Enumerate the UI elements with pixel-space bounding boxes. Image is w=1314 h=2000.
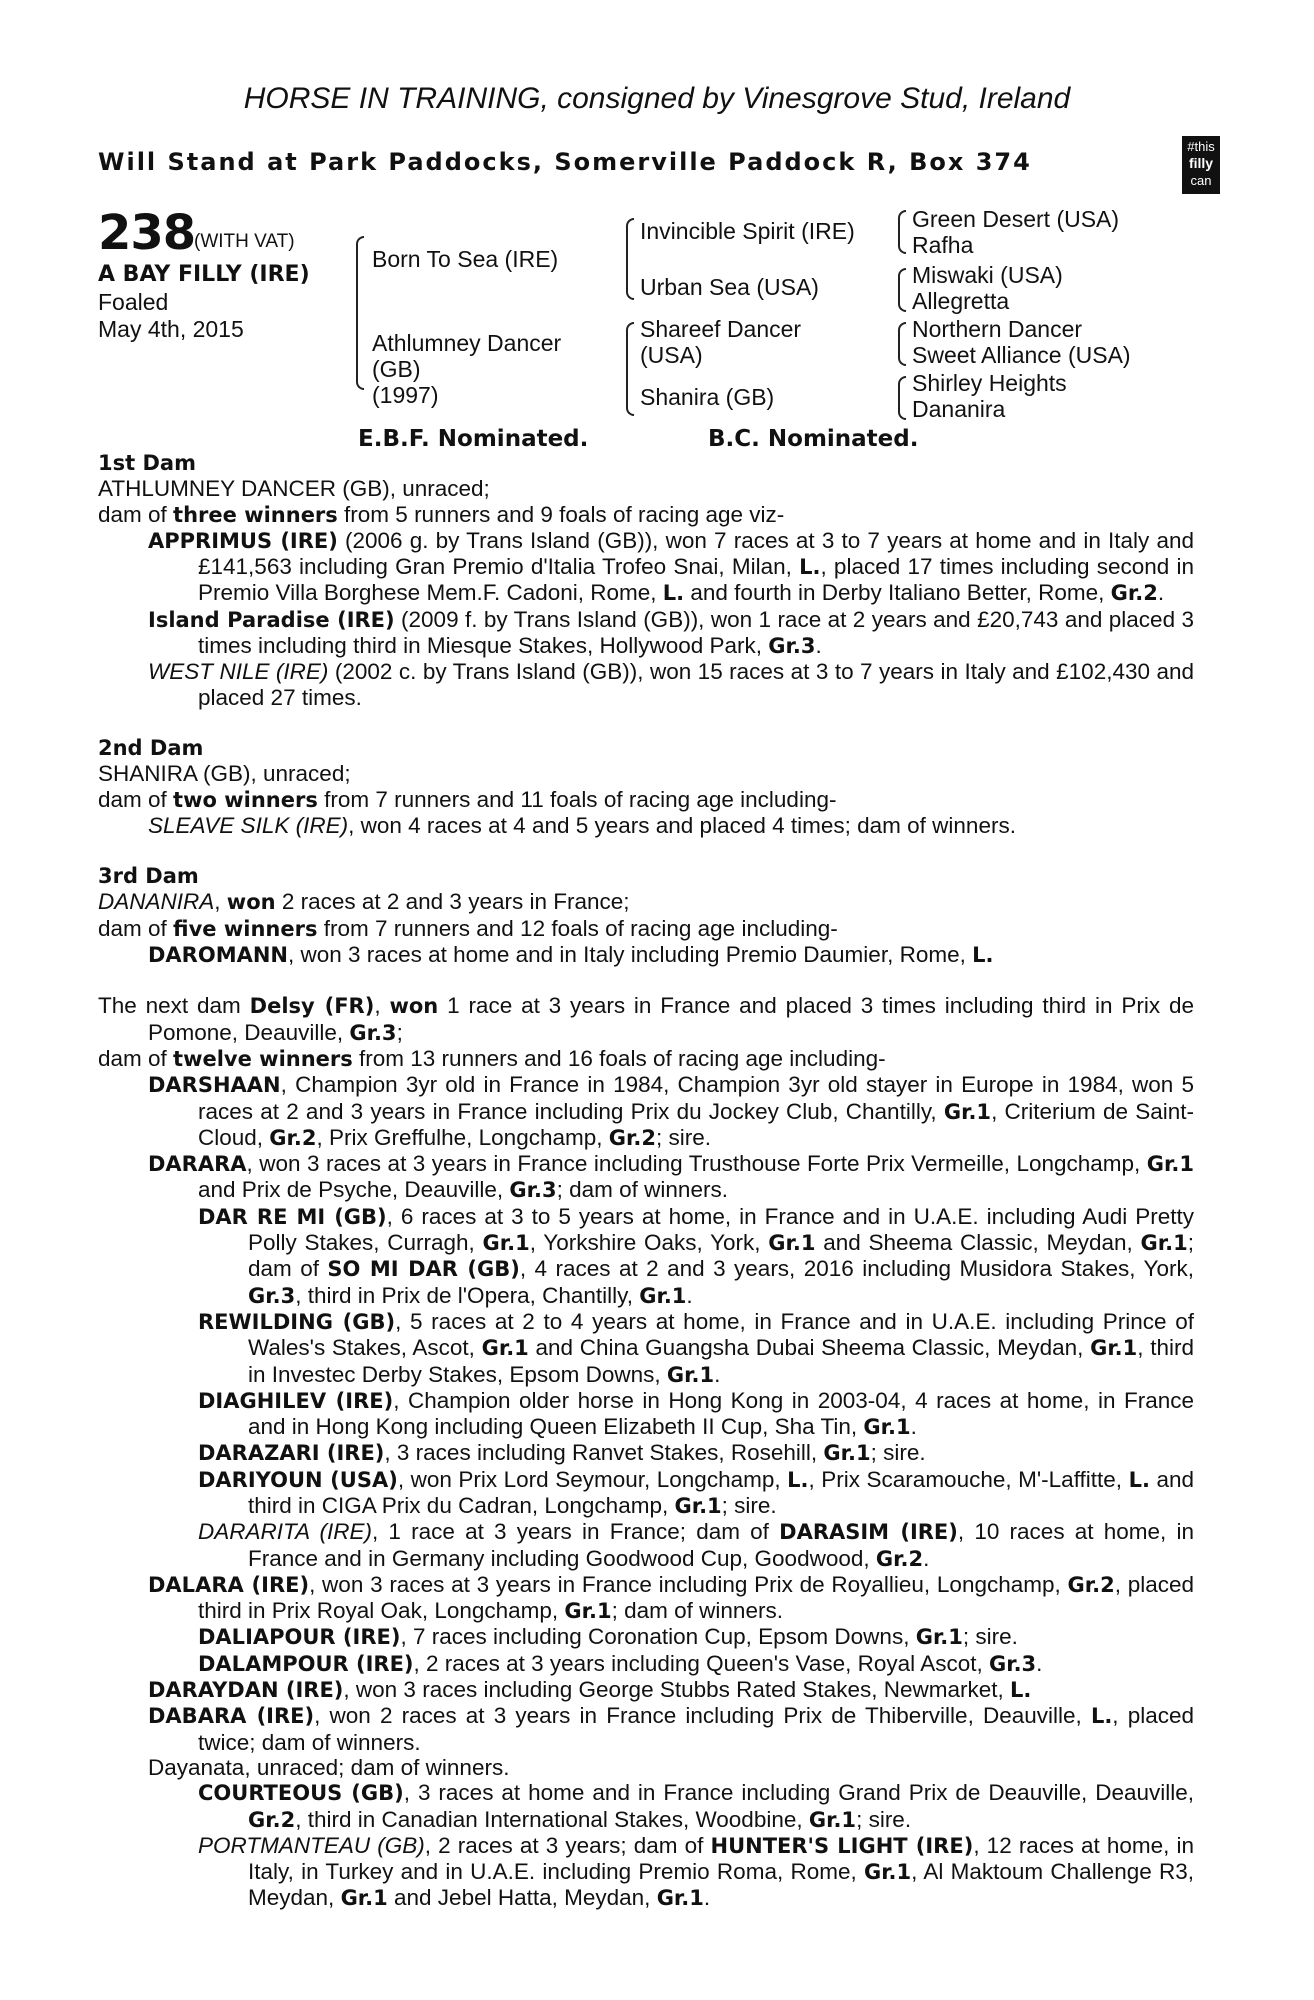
dam-sire-country: (USA) [640, 342, 703, 368]
gg-dam: Allegretta [912, 288, 1010, 314]
pedigree-brace [898, 210, 906, 254]
logo-text: filly [1188, 155, 1214, 171]
progeny-entry: REWILDING (GB), 5 races at 2 to 4 years at home, in France and in U.A.E. including Prince of Wales's Stakes, Ascot, Gr.1 and China Guangsha Dubai Sheema Classic, Meydan, Gr.1, third in Investec Derby Stakes, Epsom Downs, Gr.1. [198, 1308, 1194, 1387]
section-heading: 1st Dam [98, 451, 196, 475]
progeny-entry: DAR RE MI (GB), 6 races at 3 to 5 years at home, in France and in U.A.E. including Audi Pretty Polly Stakes, Curragh, Gr.1, Yorkshire Oaks, York, Gr.1 and Sheema Classic, Meydan, Gr.1; dam of SO MI DAR (GB), 4 races at 2 and 3 years, 2016 including Musidora Stakes, York, Gr.3, third in Prix de l'Opera, Chantilly, Gr.1. [198, 1203, 1194, 1308]
gg-dam: Rafha [912, 232, 974, 258]
paragraph: The next dam Delsy (FR), won 1 race at 3 years in France and placed 3 times including third in Prix de Pomone, Deauville, Gr.3; [98, 993, 1194, 1045]
progeny-entry: DARAZARI (IRE), 3 races including Ranvet Stakes, Rosehill, Gr.1; sire. [198, 1440, 926, 1466]
progeny-entry: DALARA (IRE), won 3 races at 3 years in France including Prix de Royallieu, Longchamp, Gr.2, placed third in Prix Royal Oak, Longchamp, Gr.1; dam of winners. [148, 1571, 1194, 1624]
vat-note: (WITH VAT) [194, 231, 295, 252]
lot-number: 238 [98, 205, 196, 261]
pedigree-brace [898, 268, 906, 312]
progeny-entry: SLEAVE SILK (IRE), won 4 races at 4 and 5 years and placed 4 times; dam of winners. [148, 812, 1016, 838]
progeny-entry: WEST NILE (IRE) (2002 c. by Trans Island (GB)), won 15 races at 3 to 7 years in Italy and £102,430 and placed 27 times. [148, 659, 1194, 710]
dam-year: (1997) [372, 382, 439, 408]
gg-sire: Miswaki (USA) [912, 262, 1063, 288]
sire-dam: Urban Sea (USA) [640, 274, 819, 300]
pedigree-brace [898, 376, 906, 420]
dam-country: (GB) [372, 356, 421, 382]
ebf-nominated: E.B.F. Nominated. [358, 426, 589, 452]
progeny-entry: DARIYOUN (USA), won Prix Lord Seymour, Longchamp, L., Prix Scaramouche, M'-Laffitte, L. and third in CIGA Prix du Cadran, Longchamp, Gr.1; sire. [198, 1466, 1194, 1518]
foaled-date: May 4th, 2015 [98, 316, 244, 342]
this-filly-can-logo [1182, 136, 1220, 194]
progeny-entry: COURTEOUS (GB), 3 races at home and in France including Grand Prix de Deauville, Deauville, Gr.2, third in Canadian International Stakes, Woodbine, Gr.1; sire. [198, 1780, 1194, 1832]
progeny-entry: DARAYDAN (IRE), won 3 races including George Stubbs Rated Stakes, Newmarket, L. [148, 1677, 1032, 1703]
paragraph: dam of five winners from 7 runners and 12 foals of racing age including- [98, 915, 838, 941]
progeny-entry: DALAMPOUR (IRE), 2 races at 3 years including Queen's Vase, Royal Ascot, Gr.3. [198, 1650, 1043, 1676]
foaled-info [98, 289, 244, 343]
progeny-entry: DABARA (IRE), won 2 races at 3 years in France including Prix de Thiberville, Deauville, L., placed twice; dam of winners. [148, 1703, 1195, 1755]
progeny-entry: PORTMANTEAU (GB), 2 races at 3 years; dam of HUNTER'S LIGHT (IRE), 12 races at home, in Italy, in Turkey and in U.A.E. including Premio Roma, Rome, Gr.1, Al Maktoum Challenge R3, Meydan, Gr.1 and Jebel Hatta, Meydan, Gr.1. [198, 1832, 1194, 1911]
pedigree-brace [626, 322, 634, 416]
pedigree-brace [356, 236, 364, 390]
progeny-entry: DALIAPOUR (IRE), 7 races including Coronation Cup, Epsom Downs, Gr.1; sire. [198, 1624, 1018, 1650]
pedigree-brace [898, 322, 906, 366]
dam-sire [640, 316, 801, 368]
catalogue-header: HORSE IN TRAINING, consigned by Vinesgrove Stud, Ireland [243, 82, 1071, 115]
progeny-entry: DAROMANN, won 3 races at home and in Italy including Premio Daumier, Rome, L. [148, 942, 994, 968]
section-heading: 3rd Dam [98, 864, 199, 889]
paragraph: DANANIRA, won 2 races at 2 and 3 years in France; [98, 889, 630, 915]
stand-location: Will Stand at Park Paddocks, Somerville Paddock R, Box 374 [98, 148, 1032, 176]
progeny-entry: DIAGHILEV (IRE), Champion older horse in Hong Kong in 2003-04, 4 races at home, in France and in Hong Kong including Queen Elizabeth II Cup, Sha Tin, Gr.1. [198, 1387, 1195, 1440]
progeny-entry: DARSHAAN, Champion 3yr old in France in 1984, Champion 3yr old stayer in Europe in 1984, won 5 races at 2 and 3 years in France including Prix du Jockey Club, Chantilly, Gr.1, Criterium de Saint-Cloud, Gr.2, Prix Greffulhe, Longchamp, Gr.2; sire. [148, 1072, 1194, 1150]
section-heading: 2nd Dam [98, 735, 204, 760]
progeny-entry: DARARITA (IRE), 1 race at 3 years in France; dam of DARASIM (IRE), 10 races at home, in France and in Germany including Goodwood Cup, Goodwood, Gr.2. [198, 1519, 1194, 1571]
sire-sire: Invincible Spirit (IRE) [640, 218, 855, 244]
gg-sire: Green Desert (USA) [912, 206, 1120, 232]
gg-dam: Sweet Alliance (USA) [912, 342, 1131, 368]
dam-name: Athlumney Dancer [372, 330, 562, 356]
catalogue-body [98, 450, 1194, 1912]
sire: Born To Sea (IRE) [372, 246, 559, 272]
dam [372, 330, 561, 408]
horse-name: A BAY FILLY (IRE) [98, 262, 310, 287]
logo-text: can [1190, 173, 1212, 188]
bc-nominated: B.C. Nominated. [708, 426, 919, 452]
paragraph: dam of two winners from 7 runners and 11 foals of racing age including- [98, 786, 837, 812]
progeny-entry: Island Paradise (IRE) (2009 f. by Trans Island (GB)), won 1 race at 2 years and £20,743 and placed 3 times including third in Miesque Stakes, Hollywood Park, Gr.3. [148, 606, 1194, 659]
gg-sire: Northern Dancer [912, 316, 1083, 342]
dam-sire-name: Shareef Dancer [640, 316, 802, 342]
paragraph: ATHLUMNEY DANCER (GB), unraced; [98, 476, 490, 502]
logo-text: #this [1187, 139, 1215, 154]
progeny-entry: APPRIMUS (IRE) (2006 g. by Trans Island (GB)), won 7 races at 3 to 7 years at home and in Italy and £141,563 including Gran Premio d'Italia Trofeo Snai, Milan, L., placed 17 times including second in Premio Villa Borghese Mem.F. Cadoni, Rome, L. and fourth in Derby Italiano Better, Rome, Gr.2. [148, 527, 1194, 606]
gg-sire: Shirley Heights [912, 370, 1067, 396]
foaled-label: Foaled [98, 289, 169, 315]
progeny-entry: DARARA, won 3 races at 3 years in France including Trusthouse Forte Prix Vermeille, Longchamp, Gr.1 and Prix de Psyche, Deauville, Gr.3; dam of winners. [148, 1151, 1194, 1203]
dam-dam: Shanira (GB) [640, 384, 775, 410]
pedigree-brace [626, 218, 634, 300]
progeny-entry: Dayanata, unraced; dam of winners. [148, 1754, 510, 1780]
gg-dam: Dananira [912, 396, 1006, 422]
paragraph: dam of three winners from 5 runners and 9 foals of racing age viz- [98, 501, 785, 527]
paragraph: dam of twelve winners from 13 runners and 16 foals of racing age including- [98, 1045, 886, 1071]
paragraph: SHANIRA (GB), unraced; [98, 761, 351, 787]
